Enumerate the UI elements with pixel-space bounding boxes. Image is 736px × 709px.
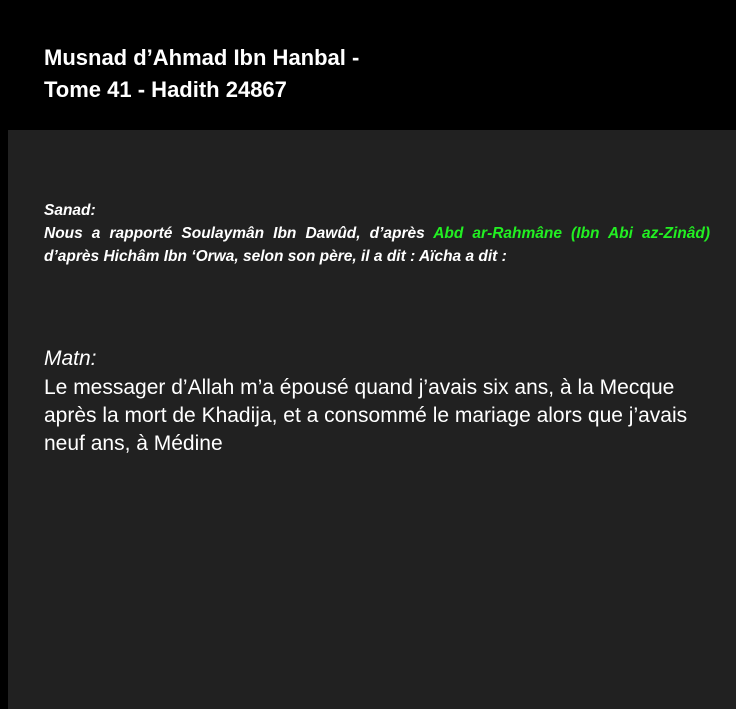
matn-section (44, 344, 724, 458)
sanad-narrator-highlight: Abd ar-Rahmâne (Ibn Abi az-Zinâd) (433, 225, 710, 242)
title-line-1: Musnad d’Ahmad Ibn Hanbal - (44, 45, 360, 70)
sanad-text (44, 222, 710, 268)
left-edge-strip (0, 130, 8, 709)
sanad-section (44, 199, 710, 268)
matn-heading: Matn: (44, 347, 97, 370)
header-bar (0, 0, 736, 130)
sanad-text-after: d’après Hichâm Ibn ‘Orwa, selon son père, il a dit : Aïcha a dit : (44, 248, 507, 265)
matn-text: Le messager d’Allah m’a épousé quand j’avais six ans, à la Mecque après la mort de Khadija, et a consommé le mariage alors que j’avais neuf ans, à Médine (44, 376, 688, 455)
sanad-heading: Sanad: (44, 202, 96, 219)
title-line-2: Tome 41 - Hadith 24867 (44, 77, 287, 102)
sanad-text-before: Nous a rapporté Soulaymân Ibn Dawûd, d’après (44, 225, 434, 242)
page-title (44, 42, 644, 106)
